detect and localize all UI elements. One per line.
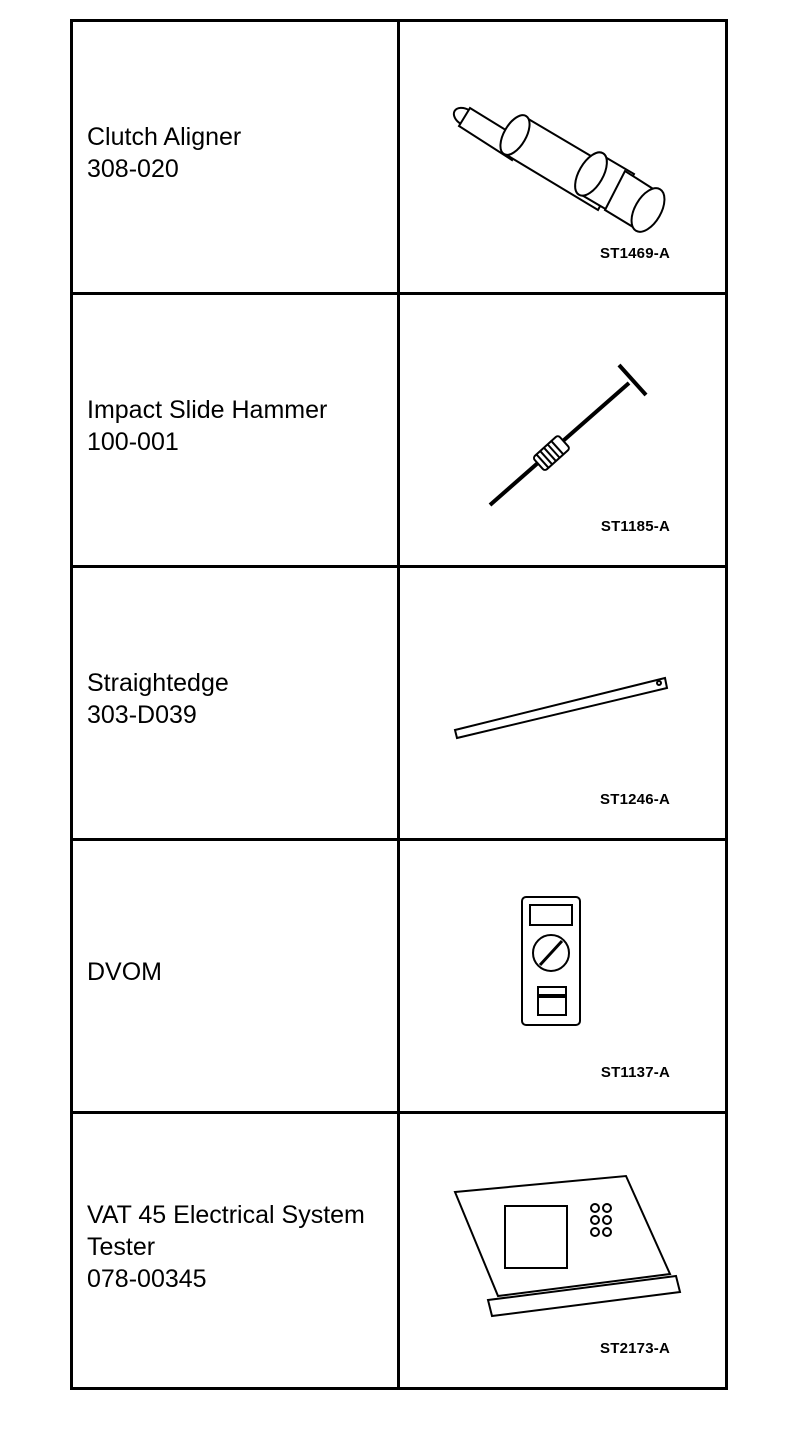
tool-number: 078-00345: [87, 1264, 207, 1293]
tool-number: 100-001: [87, 428, 179, 456]
slide-hammer-icon: [400, 295, 725, 565]
tool-image-cell: [400, 841, 725, 1111]
tool-row: [73, 568, 725, 841]
tool-row: [73, 1114, 725, 1387]
figure-code: ST1246-A: [600, 791, 670, 808]
tool-name-cell: [73, 1114, 400, 1387]
clutch-aligner-icon: [400, 22, 725, 292]
tool-image-cell: [400, 295, 725, 565]
tool-number: 303-D039: [87, 701, 197, 729]
tool-image-cell: [400, 568, 725, 838]
tool-name-cell: [73, 841, 400, 1111]
tool-number: 308-020: [87, 155, 179, 183]
tool-name: Straightedge: [87, 669, 229, 697]
tool-row: [73, 295, 725, 568]
electrical-tester-icon: [400, 1114, 725, 1384]
tool-name-cell: [73, 295, 400, 565]
tool-image-cell: [400, 22, 725, 292]
tool-name: DVOM: [87, 958, 162, 986]
tool-name-cell: [73, 22, 400, 292]
figure-code: ST1469-A: [600, 245, 670, 262]
figure-code: ST2173-A: [600, 1340, 670, 1357]
figure-code: ST1185-A: [600, 518, 670, 535]
tool-name-line-1: VAT 45 Electrical System: [87, 1200, 365, 1229]
figure-code: ST1137-A: [600, 1064, 670, 1081]
tool-name: Clutch Aligner: [87, 123, 242, 151]
multimeter-icon: [400, 841, 725, 1111]
straightedge-icon: [400, 568, 725, 838]
tool-row: [73, 841, 725, 1114]
special-tools-table: [70, 19, 728, 1390]
tool-name-line-2: Tester: [87, 1232, 156, 1261]
tool-name-cell: [73, 568, 400, 838]
tool-image-cell: [400, 1114, 725, 1387]
tool-name: Impact Slide Hammer: [87, 396, 328, 424]
tool-row: [73, 22, 725, 295]
